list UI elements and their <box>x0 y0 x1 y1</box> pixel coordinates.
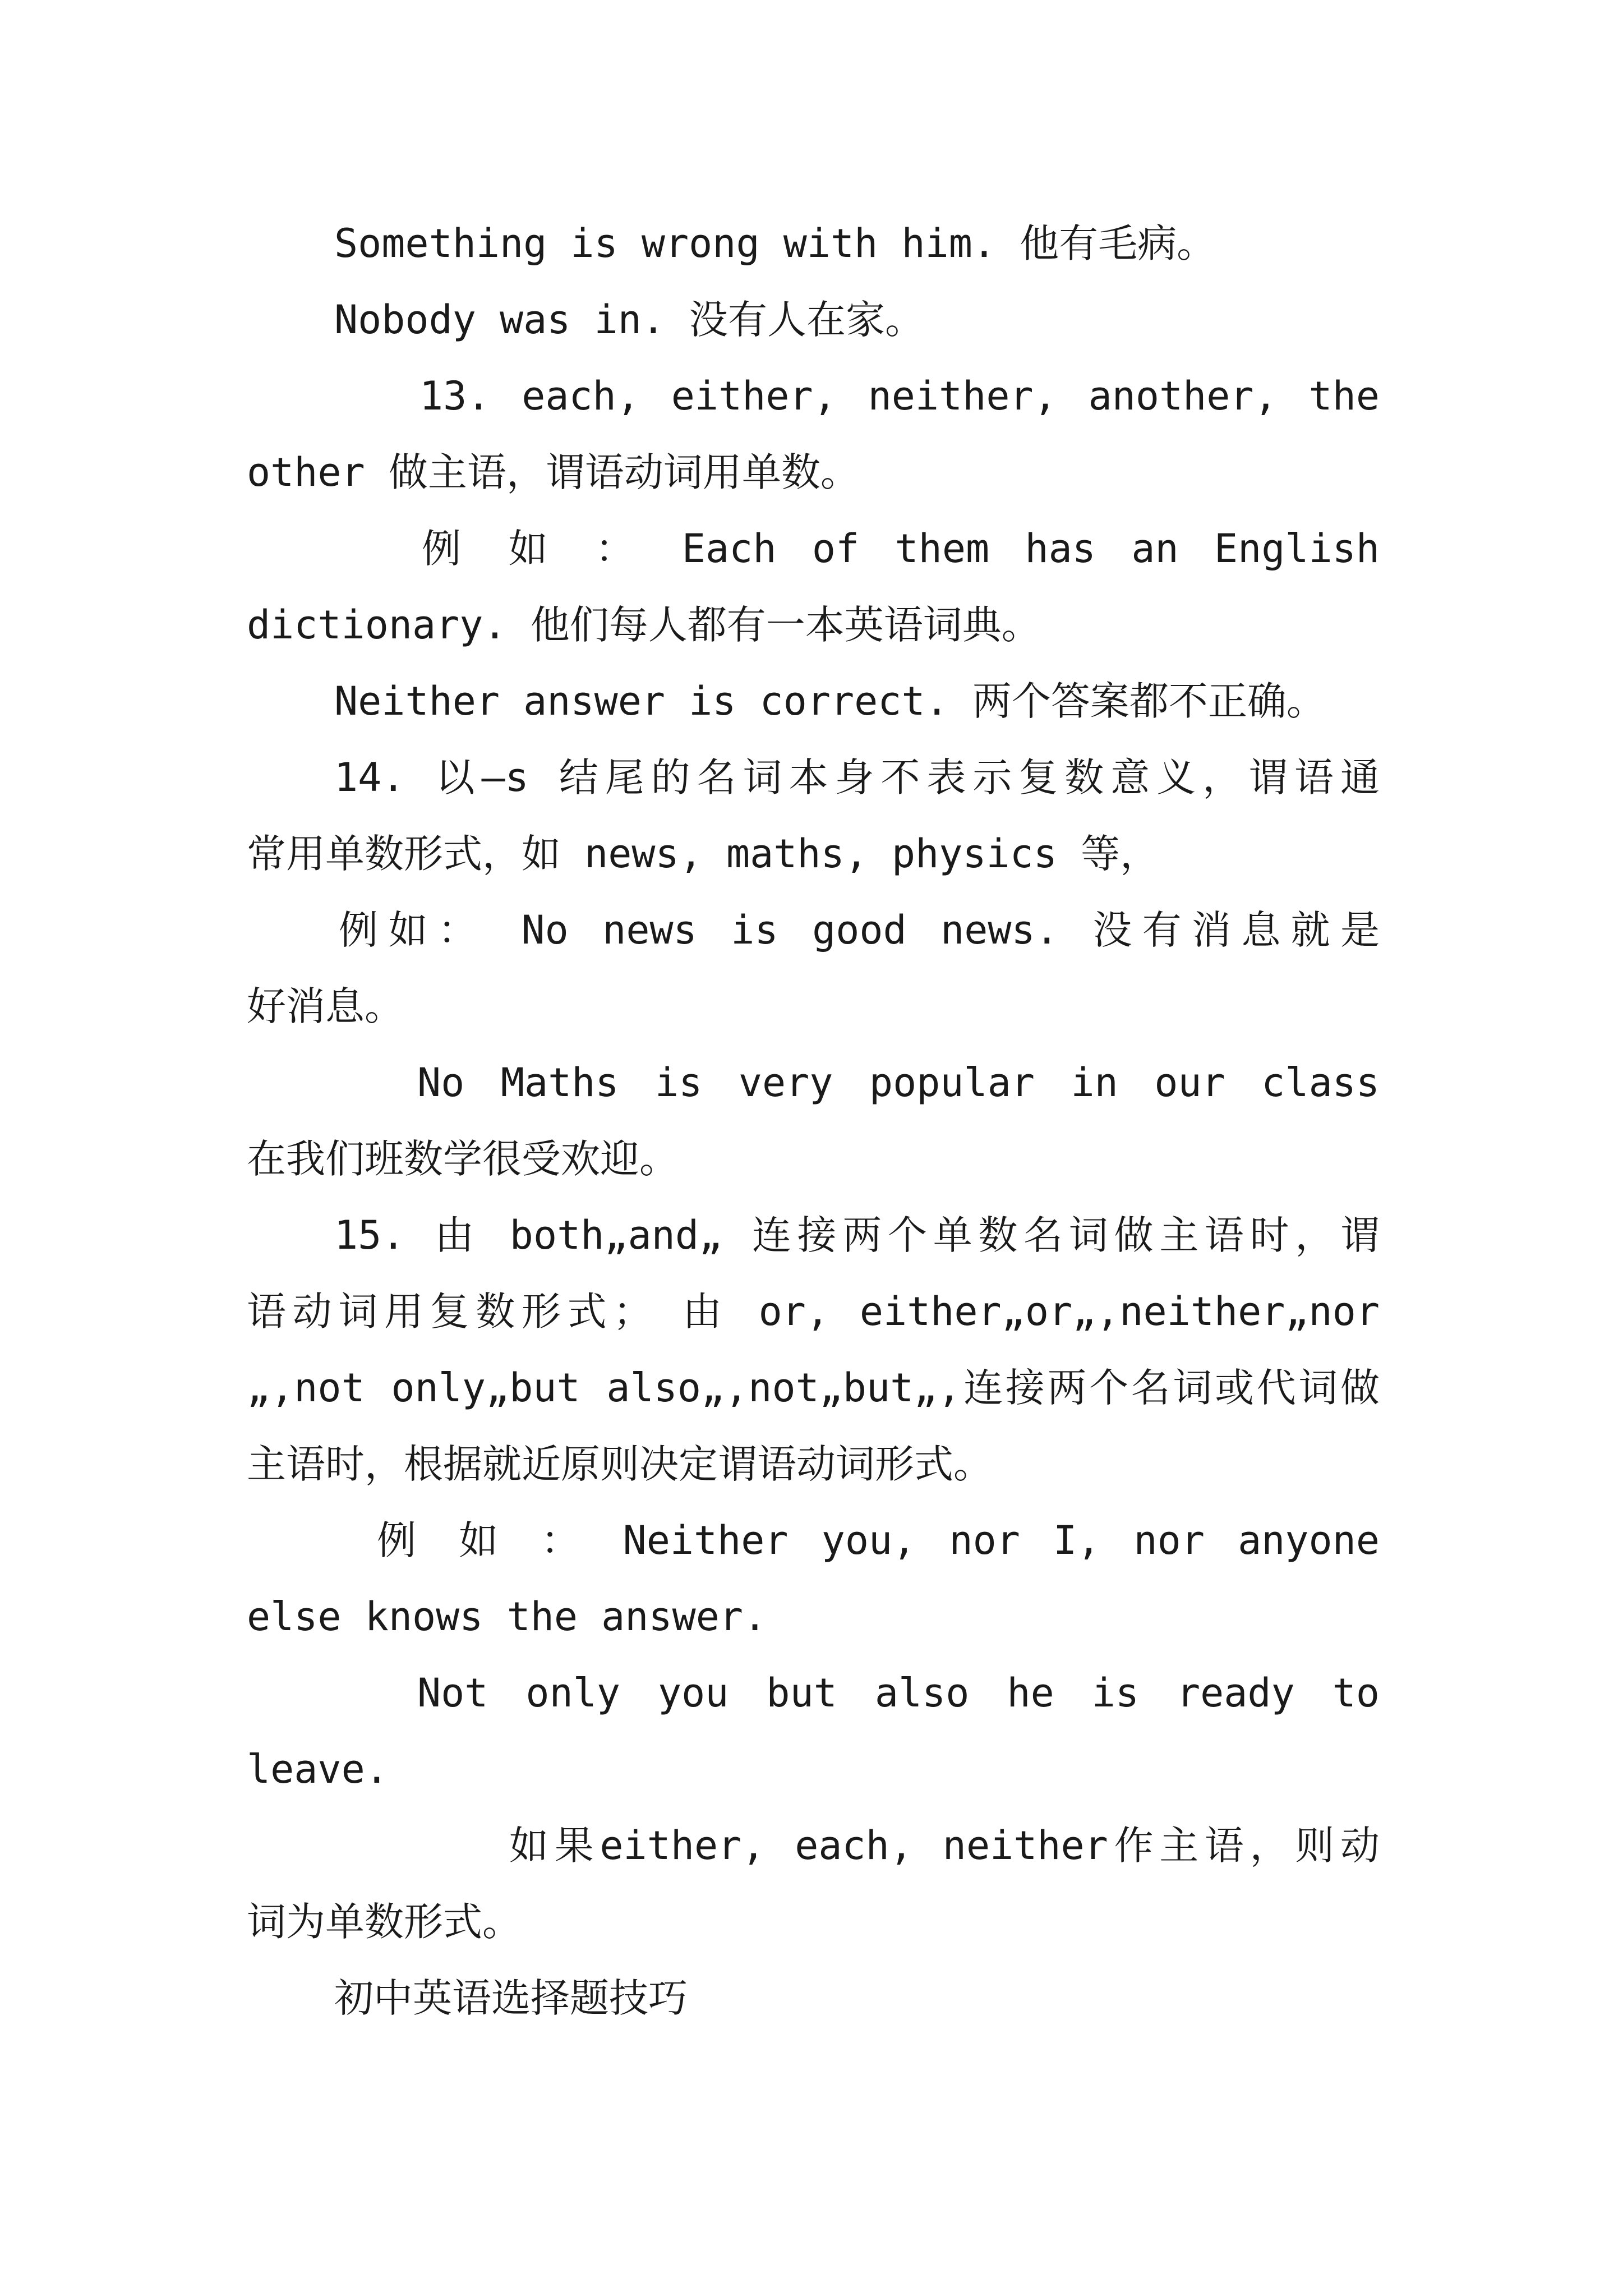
text-line-24: 初中英语选择题技巧 <box>334 1975 688 2021</box>
text-line-19: else knows the answer. <box>247 1594 767 1640</box>
text-line-10: 例如： No news is good news. 没有消息就是 <box>339 907 1380 953</box>
text-line-18: 例 如 ： Neither you, nor I, nor anyone <box>377 1517 1380 1563</box>
text-line-13: 在我们班数学很受欢迎。 <box>247 1136 679 1182</box>
text-line-4: other 做主语，谓语动词用单数。 <box>247 449 860 495</box>
text-line-23: 词为单数形式。 <box>247 1899 522 1945</box>
text-line-2: Nobody was in. 没有人在家。 <box>334 297 925 343</box>
text-line-1: Something is wrong with him. 他有毛病。 <box>334 220 1216 266</box>
text-line-20: Not only you but also he is ready to <box>417 1670 1380 1716</box>
text-line-7: Neither answer is correct. 两个答案都不正确。 <box>334 678 1326 724</box>
text-line-6: dictionary. 他们每人都有一本英语词典。 <box>247 602 1041 648</box>
text-line-11: 好消息。 <box>247 983 404 1029</box>
text-line-21: leave. <box>247 1746 389 1792</box>
text-line-3: 13. each, either, neither, another, the <box>419 373 1380 419</box>
text-line-17: 主语时，根据就近原则决定谓语动词形式。 <box>247 1441 993 1487</box>
text-line-12: No Maths is very popular in our class <box>417 1060 1380 1106</box>
text-line-5: 例 如 ： Each of them has an English <box>422 526 1380 572</box>
text-line-14: 15. 由 both„and„ 连接两个单数名词做主语时，谓 <box>334 1212 1380 1258</box>
text-line-9: 常用单数形式，如 news, maths, physics 等， <box>247 831 1160 877</box>
text-line-22: 如果either, each, neither作主语，则动 <box>509 1823 1380 1869</box>
text-line-16: „,not only„but also„,not„but„,连接两个名词或代词做 <box>247 1365 1380 1411</box>
text-line-15: 语动词用复数形式； 由 or, either„or„,neither„nor <box>247 1289 1380 1335</box>
text-line-8: 14. 以—s 结尾的名词本身不表示复数意义，谓语通 <box>334 754 1380 800</box>
